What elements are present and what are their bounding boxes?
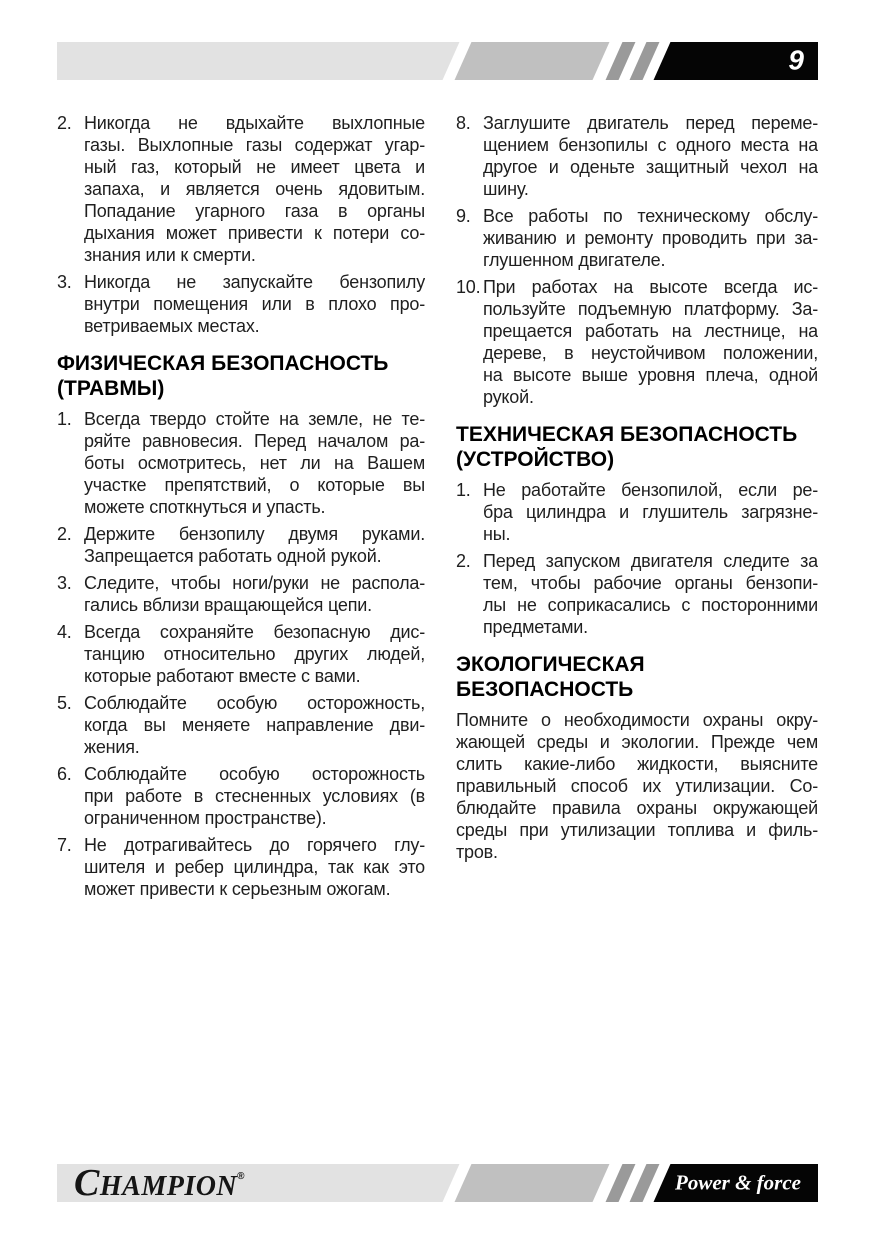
text-line: (УСТРОЙСТВО) <box>456 448 615 471</box>
footer-bar <box>57 1164 818 1202</box>
footer-segment-mid <box>455 1164 610 1202</box>
list-item <box>456 479 818 545</box>
text-line: рукой. <box>483 387 534 407</box>
text-line: ТЕХНИЧЕСКАЯ БЕЗОПАСНОСТЬ <box>456 423 798 446</box>
list-item <box>57 271 425 337</box>
list-item <box>57 834 425 900</box>
list-item <box>57 692 425 758</box>
brand-logo <box>74 1164 245 1202</box>
text-line: (ТРАВМЫ) <box>57 377 165 400</box>
paragraph <box>456 709 818 863</box>
list-item <box>57 523 425 567</box>
list-item-number: 4. <box>57 622 72 642</box>
text-line: Помните о необходимости охраны окру- <box>456 710 818 730</box>
list-item <box>456 550 818 638</box>
text-line: на высоте выше уровня плеча, одной <box>483 365 818 385</box>
text-line: ЭКОЛОГИЧЕСКАЯ <box>456 653 645 676</box>
text-line: Попадание угарного газа в органы <box>84 201 425 221</box>
list-item-number: 6. <box>57 764 72 784</box>
text-line: предметами. <box>483 617 588 637</box>
text-line: при работе в стесненных условиях (в <box>84 786 425 806</box>
text-line: можете споткнуться и упасть. <box>84 497 326 517</box>
section-heading <box>456 422 818 472</box>
list-item-number: 2. <box>456 551 471 571</box>
header-segment-mid <box>455 42 610 80</box>
list-item-number: 3. <box>57 272 72 292</box>
text-line: запаха, и является очень ядовитым. <box>84 179 425 199</box>
text-line: Соблюдайте особую осторожность, <box>84 693 425 713</box>
text-line: дыхания может привести к потери со- <box>84 223 425 243</box>
text-line: щением бензопилы с одного места на <box>483 135 818 155</box>
page-number: 9 <box>788 44 804 76</box>
brand-text: CHAMPION <box>74 1164 238 1202</box>
footer-tagline: Power & force <box>675 1170 801 1195</box>
text-line: Соблюдайте особую осторожность <box>84 764 425 784</box>
section-heading <box>456 652 818 702</box>
text-line: Никогда не запускайте бензопилу <box>84 272 425 292</box>
list-item-number: 10. <box>456 277 481 297</box>
list-item-number: 9. <box>456 206 471 226</box>
text-line: Не дотрагивайтесь до горячего глу- <box>84 835 425 855</box>
text-line: может привести к серьезным ожогам. <box>84 879 391 899</box>
text-line: ветриваемых местах. <box>84 316 260 336</box>
list-item <box>57 621 425 687</box>
header-bar <box>57 42 818 80</box>
text-line: Заглушите двигатель перед переме- <box>483 113 818 133</box>
list-item <box>456 276 818 408</box>
list-item <box>456 112 818 200</box>
text-line: БЕЗОПАСНОСТЬ <box>456 678 634 701</box>
text-line: танцию относительно других людей, <box>84 644 425 664</box>
text-line: правильный способ их утилизации. Со- <box>456 776 818 796</box>
list-item-number: 5. <box>57 693 72 713</box>
text-line: когда вы меняете направление дви- <box>84 715 425 735</box>
registered-mark: ® <box>237 1171 245 1182</box>
list-item <box>57 408 425 518</box>
text-line: Держите бензопилу двумя руками. <box>84 524 425 544</box>
list-item <box>57 763 425 829</box>
text-line: ны. <box>483 524 511 544</box>
header-segment-light <box>57 42 459 80</box>
list-item <box>456 205 818 271</box>
text-line: При работах на высоте всегда ис- <box>483 277 818 297</box>
text-line: тров. <box>456 842 498 862</box>
text-line: прещается работать на лестнице, на <box>483 321 818 341</box>
text-line: ряйте равновесия. Перед началом ра- <box>84 431 425 451</box>
text-line: знания или к смерти. <box>84 245 256 265</box>
text-line: участке препятствий, о которые вы <box>84 475 425 495</box>
text-line: Все работы по техническому обслу- <box>483 206 818 226</box>
text-line: жающей среды и экологии. Прежде чем <box>456 732 818 752</box>
list-item-number: 1. <box>456 480 471 500</box>
list-item <box>57 112 425 266</box>
list-item-number: 2. <box>57 113 72 133</box>
text-line: Следите, чтобы ноги/руки не распола- <box>84 573 425 593</box>
text-line: лы не соприкасались с посторонними <box>483 595 818 615</box>
text-line: Запрещается работать одной рукой. <box>84 546 382 566</box>
text-line: бра цилиндра и глушитель загрязне- <box>483 502 818 522</box>
text-line: глушенном двигателе. <box>483 250 666 270</box>
list-item-number: 1. <box>57 409 72 429</box>
text-line: Всегда сохраняйте безопасную дис- <box>84 622 425 642</box>
text-line: пользуйте подъемную платформу. За- <box>483 299 818 319</box>
text-line: шителя и ребер цилиндра, так как это <box>84 857 425 877</box>
text-line: боты осмотритесь, нет ли на Вашем <box>84 453 425 473</box>
text-line: ный газ, который не имеет цвета и <box>84 157 425 177</box>
text-line: гались вблизи вращающейся цепи. <box>84 595 372 615</box>
text-line: шину. <box>483 179 529 199</box>
text-line: тем, чтобы рабочие органы бензопи- <box>483 573 818 593</box>
text-line: газы. Выхлопные газы содержат угар- <box>84 135 425 155</box>
text-line: блюдайте правила охраны окружающей <box>456 798 818 818</box>
text-line: жения. <box>84 737 140 757</box>
section-heading <box>57 351 425 401</box>
text-line: ФИЗИЧЕСКАЯ БЕЗОПАСНОСТЬ <box>57 352 389 375</box>
text-line: которые работают вместе с вами. <box>84 666 361 686</box>
text-line: другое и оденьте защитный чехол на <box>483 157 818 177</box>
right-column <box>456 112 818 868</box>
list-item-number: 2. <box>57 524 72 544</box>
text-line: Никогда не вдыхайте выхлопные <box>84 113 425 133</box>
left-column <box>57 112 425 905</box>
text-line: Не работайте бензопилой, если ре- <box>483 480 818 500</box>
list-item-number: 3. <box>57 573 72 593</box>
text-line: среды при утилизации топлива и филь- <box>456 820 818 840</box>
text-line: Перед запуском двигателя следите за <box>483 551 818 571</box>
text-line: живанию и ремонту проводить при за- <box>483 228 818 248</box>
text-line: ограниченном пространстве). <box>84 808 327 828</box>
list-item <box>57 572 425 616</box>
list-item-number: 8. <box>456 113 471 133</box>
text-line: слить какие-либо жидкости, выясните <box>456 754 818 774</box>
text-line: Всегда твердо стойте на земле, не те- <box>84 409 425 429</box>
text-line: дереве, в неустойчивом положении, <box>483 343 818 363</box>
text-line: внутри помещения или в плохо про- <box>84 294 425 314</box>
list-item-number: 7. <box>57 835 72 855</box>
